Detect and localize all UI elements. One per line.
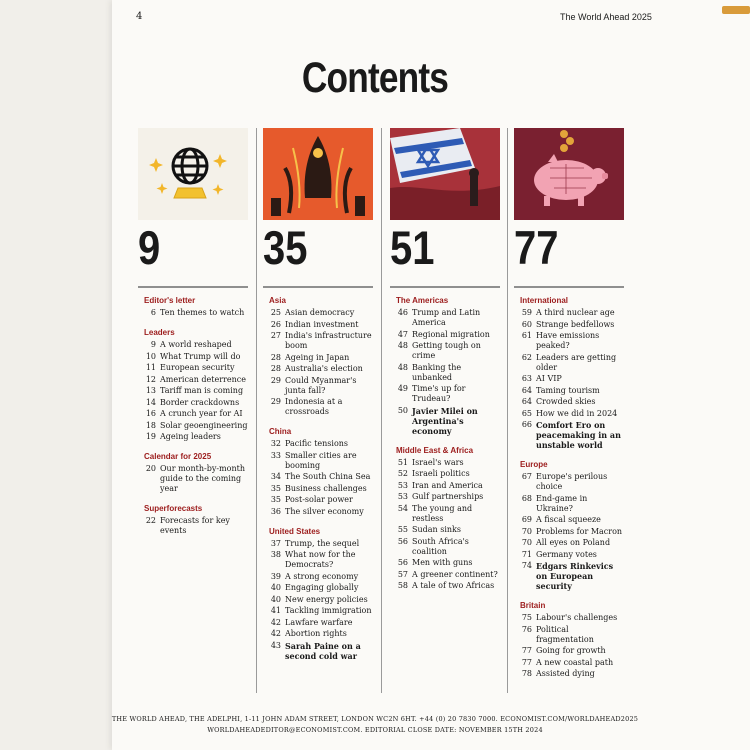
list-item[interactable]: 58 A tale of two Africas bbox=[397, 581, 495, 590]
list-item[interactable]: 33 Smaller cities are booming bbox=[270, 450, 357, 470]
section-page-number: 9 bbox=[138, 221, 161, 274]
divider bbox=[263, 286, 373, 288]
section-heading: Europe bbox=[520, 460, 548, 469]
list-item[interactable]: 62 Leaders are getting older bbox=[521, 352, 617, 372]
list-item[interactable]: 69 A fiscal squeeze bbox=[521, 515, 601, 524]
section-heading: Editor's letter bbox=[144, 296, 196, 305]
list-item[interactable]: 74 Edgars Rinkevics on European security bbox=[521, 561, 614, 591]
list-item[interactable]: 16 A crunch year for AI bbox=[145, 409, 243, 418]
piggy-bank-illustration bbox=[514, 128, 624, 220]
list-item[interactable]: 34 The South China Sea bbox=[270, 472, 371, 481]
section-leaders bbox=[138, 328, 248, 442]
section-page-number: 35 bbox=[263, 221, 308, 274]
list-item[interactable]: 77 Going for growth bbox=[521, 646, 606, 655]
section-heading: Asia bbox=[269, 296, 286, 305]
list-item[interactable]: 35 Business challenges bbox=[270, 483, 367, 493]
list-item[interactable]: 56 Men with guns bbox=[397, 558, 473, 567]
list-item[interactable]: 49 Time's up for Trudeau? bbox=[397, 384, 466, 403]
list-item[interactable]: 18 Solar geoengineering bbox=[145, 420, 248, 430]
list-item[interactable]: 41 Tackling immigration bbox=[270, 606, 372, 615]
column-divider bbox=[507, 128, 508, 693]
column-divider bbox=[381, 128, 382, 693]
list-item[interactable]: 78 Assisted dying bbox=[521, 669, 595, 678]
section-heading: International bbox=[520, 296, 569, 305]
page-number: 4 bbox=[136, 11, 143, 22]
list-item[interactable]: 63 AI VIP bbox=[521, 374, 562, 383]
list-item[interactable]: 43 Sarah Paine on a second cold war bbox=[270, 640, 361, 661]
section-heading: China bbox=[269, 427, 292, 436]
page-edge-tab bbox=[722, 6, 750, 14]
section-editors-letter bbox=[138, 296, 248, 318]
americas-flag-photo bbox=[390, 128, 500, 220]
contents-column-2 bbox=[263, 128, 373, 671]
list-item[interactable]: 64 Taming tourism bbox=[521, 385, 600, 395]
list-item[interactable]: 29 Indonesia at a crossroads bbox=[270, 397, 343, 416]
list-item[interactable]: 20 Our month-by-month guide to the coming year bbox=[145, 464, 245, 493]
section-middle-east-africa bbox=[390, 446, 500, 592]
section-china bbox=[263, 427, 373, 517]
list-item[interactable]: 75 Labour's challenges bbox=[521, 613, 618, 622]
section-calendar bbox=[138, 452, 248, 494]
section-page-number: 77 bbox=[514, 221, 559, 274]
section-europe bbox=[514, 460, 624, 591]
divider bbox=[138, 286, 248, 288]
footer-address: THE WORLD AHEAD, THE ADELPHI, 1-11 JOHN ADAM STREET, LONDON WC2N 6HT. +44 (0) 20 7830 7000. ECONOMIST.COM/WORLDAHEAD2025 bbox=[111, 715, 639, 723]
section-heading: Leaders bbox=[144, 328, 175, 337]
list-item[interactable]: 32 Pacific tensions bbox=[270, 439, 349, 448]
list-item[interactable]: 10 What Trump will do bbox=[145, 351, 241, 361]
list-item[interactable]: 48 Banking the unbanked bbox=[397, 362, 462, 382]
contents-column-1 bbox=[138, 128, 248, 546]
list-item[interactable]: 61 Have emissions peaked? bbox=[521, 331, 600, 350]
list-item[interactable]: 22 Forecasts for key events bbox=[145, 516, 230, 535]
section-asia bbox=[263, 296, 373, 417]
list-item[interactable]: 36 The silver economy bbox=[270, 506, 364, 516]
list-item[interactable]: 6 Ten themes to watch bbox=[150, 308, 245, 317]
list-item[interactable]: 12 American deterrence bbox=[145, 374, 246, 384]
list-item[interactable]: 55 Sudan sinks bbox=[397, 525, 461, 534]
list-item[interactable]: 40 New energy policies bbox=[270, 594, 368, 604]
list-item[interactable]: 46 Trump and Latin America bbox=[397, 308, 481, 327]
footer-contact: WORLDAHEADEDITOR@ECONOMIST.COM. EDITORIAL CLOSE DATE: NOVEMBER 15TH 2024 bbox=[207, 726, 543, 734]
section-heading: Middle East & Africa bbox=[396, 445, 474, 455]
list-item[interactable]: 70 Problems for Macron bbox=[521, 526, 623, 536]
section-the-americas bbox=[390, 296, 500, 436]
contents-column-3 bbox=[390, 128, 500, 601]
list-item[interactable]: 53 Iran and America bbox=[397, 480, 483, 490]
list-item[interactable]: 37 Trump, the sequel bbox=[270, 538, 360, 548]
list-item[interactable]: 29 Could Myanmar's junta fall? bbox=[270, 375, 357, 395]
list-item[interactable]: 42 Abortion rights bbox=[270, 629, 347, 638]
section-britain bbox=[514, 601, 624, 679]
list-item[interactable]: 40 Engaging globally bbox=[270, 583, 359, 592]
list-item[interactable]: 50 Javier Milei on Argentina's economy bbox=[397, 405, 478, 436]
list-item[interactable]: 54 The young and restless bbox=[397, 503, 473, 523]
section-heading: The Americas bbox=[396, 296, 449, 305]
publication-name: The World Ahead 2025 bbox=[560, 12, 652, 22]
list-item[interactable]: 35 Post-solar power bbox=[270, 495, 353, 504]
crystal-globe-icon bbox=[138, 128, 248, 220]
list-item[interactable]: 57 A greener continent? bbox=[397, 569, 498, 579]
list-item[interactable]: 26 Indian investment bbox=[270, 319, 359, 329]
list-item[interactable]: 76 Political fragmentation bbox=[521, 624, 594, 644]
list-item[interactable]: 65 How we did in 2024 bbox=[521, 408, 618, 418]
list-item[interactable]: 67 Europe's perilous choice bbox=[521, 472, 608, 491]
list-item[interactable]: 38 What now for the Democrats? bbox=[270, 550, 356, 569]
section-united-states bbox=[263, 527, 373, 661]
list-item[interactable]: 77 A new coastal path bbox=[521, 657, 614, 667]
list-item[interactable]: 39 A strong economy bbox=[270, 571, 359, 581]
section-page-number: 51 bbox=[390, 221, 435, 274]
list-item[interactable]: 42 Lawfare warfare bbox=[270, 617, 353, 627]
list-item[interactable]: 47 Regional migration bbox=[397, 329, 490, 339]
divider bbox=[514, 286, 624, 288]
list-item[interactable]: 28 Australia's election bbox=[270, 364, 363, 373]
page-title: Contents bbox=[301, 54, 449, 102]
section-heading: Britain bbox=[520, 601, 546, 610]
list-item[interactable]: 13 Tariff man is coming bbox=[145, 386, 244, 395]
list-item[interactable]: 68 End-game in Ukraine? bbox=[521, 493, 588, 513]
list-item[interactable]: 48 Getting tough on crime bbox=[397, 341, 481, 360]
section-heading: Calendar for 2025 bbox=[144, 452, 212, 461]
list-item[interactable]: 9 A world reshaped bbox=[150, 340, 232, 349]
list-item[interactable]: 59 A third nuclear age bbox=[521, 308, 615, 317]
contents-column-4 bbox=[514, 128, 624, 689]
asia-illustration bbox=[263, 128, 373, 220]
list-item[interactable]: 71 Germany votes bbox=[521, 549, 597, 559]
list-item[interactable]: 28 Ageing in Japan bbox=[270, 352, 350, 362]
section-international bbox=[514, 296, 624, 450]
list-item[interactable]: 11 European security bbox=[145, 363, 235, 372]
column-divider bbox=[256, 128, 257, 693]
list-item[interactable]: 60 Strange bedfellows bbox=[521, 319, 615, 329]
section-heading: United States bbox=[269, 526, 321, 536]
section-heading: Superforecasts bbox=[144, 504, 203, 513]
list-item[interactable]: 66 Comfort Ero on peacemaking in an unstable world bbox=[521, 420, 621, 450]
list-item[interactable]: 52 Israeli politics bbox=[397, 469, 470, 478]
list-item[interactable]: 25 Asian democracy bbox=[270, 308, 355, 317]
divider bbox=[390, 286, 500, 288]
list-item[interactable]: 64 Crowded skies bbox=[521, 397, 596, 406]
list-item[interactable]: 70 All eyes on Poland bbox=[521, 538, 611, 547]
list-item[interactable]: 19 Ageing leaders bbox=[145, 432, 221, 441]
list-item[interactable]: 27 India's infrastructure boom bbox=[270, 331, 372, 350]
list-item[interactable]: 56 South Africa's coalition bbox=[397, 536, 469, 556]
list-item[interactable]: 53 Gulf partnerships bbox=[397, 492, 484, 501]
list-item[interactable]: 51 Israel's wars bbox=[397, 457, 464, 467]
list-item[interactable]: 14 Border crackdowns bbox=[145, 397, 240, 407]
section-superforecasts bbox=[138, 504, 248, 536]
